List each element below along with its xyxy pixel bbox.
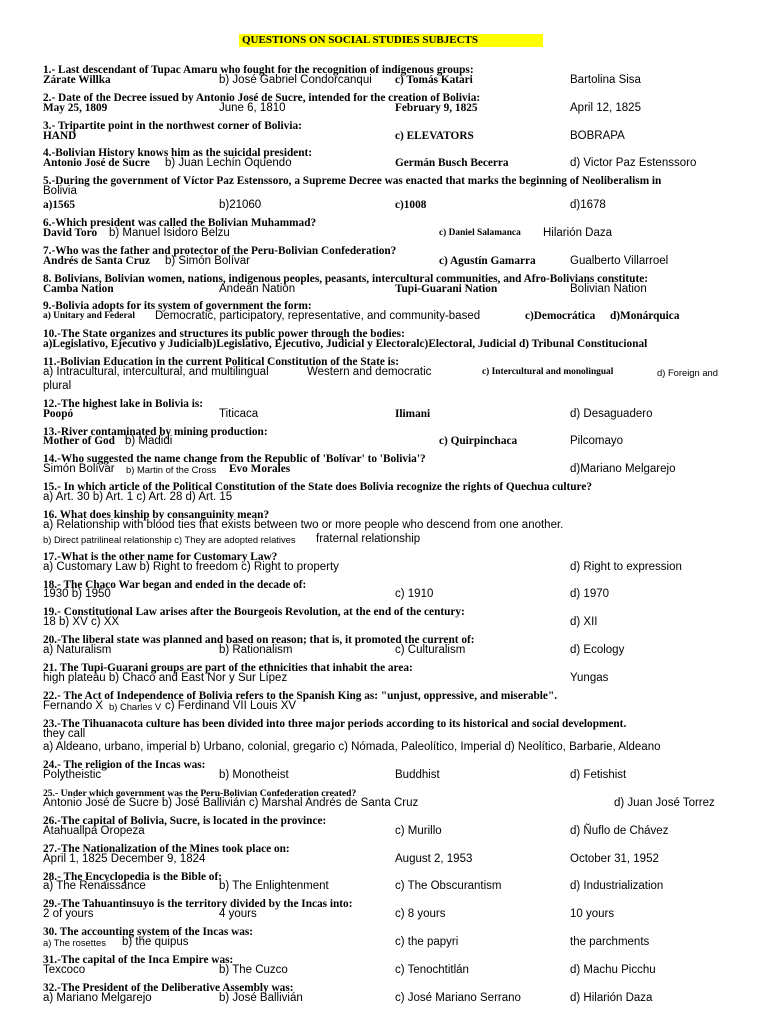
question-label: 9.-Bolivia adopts for its system of government the form: — [43, 300, 312, 313]
answer-option: c) Ferdinand VII Louis XV — [165, 699, 297, 712]
answer-options — [43, 283, 768, 297]
answer-option: Pilcomayo — [570, 435, 624, 448]
answer-option: b) Martin of the Cross — [126, 464, 217, 476]
question-text — [43, 755, 768, 772]
answer-option: a)1565 — [43, 199, 76, 212]
answer-options — [43, 185, 768, 199]
answer-option: Bolivia — [43, 185, 77, 198]
answer-option: c) the papyri — [395, 936, 459, 949]
question-label: 11.-Bolivian Education in the current Political Constitution of the State is: — [43, 356, 399, 369]
question-label: 5.-During the government of Víctor Paz Estenssoro, a Supreme Decree was enacted that marks the beginning of Neoliberalism in — [43, 175, 662, 188]
answer-option: they call — [43, 727, 86, 740]
answer-option: a) Art. 30 b) Art. 1 c) Art. 28 d) Art. 15 — [43, 491, 233, 504]
answer-option: c)1008 — [395, 199, 427, 212]
answer-options — [43, 880, 768, 894]
answer-option: d) XII — [570, 616, 598, 629]
question-text — [43, 950, 768, 964]
question-label: 23.-The Tihuanacota culture has been divided into three major periods according to its historical and social development. — [43, 717, 627, 730]
answer-options — [43, 936, 768, 950]
answer-option: d) Desaguadero — [570, 407, 653, 420]
answer-option: c)Democrática — [525, 310, 596, 323]
answer-option: c) José Mariano Serrano — [395, 991, 521, 1004]
answer-option: Camba Nation — [43, 282, 114, 295]
answer-options — [43, 700, 768, 714]
answer-option: c) ELEVATORS — [395, 129, 474, 142]
answer-option: d) Industrialization — [570, 880, 664, 893]
question-label: 30. The accounting system of the Incas was: — [43, 926, 254, 939]
answer-option: a) Relationship with blood ties that exists between two or more people who descend from one another. — [43, 518, 564, 531]
answer-option: b) Manuel Isidoro Belzu — [109, 226, 230, 239]
answer-options — [43, 853, 768, 867]
question-text — [43, 477, 768, 494]
question-text — [43, 394, 768, 408]
answer-options — [43, 102, 768, 116]
answer-option: May 25, 1809 — [43, 101, 108, 114]
answer-options — [43, 644, 768, 658]
answer-option: d) 1970 — [570, 588, 610, 601]
answer-option: Simón Bolívar — [43, 463, 115, 476]
answer-option: b) Direct patrilineal relationship c) They are adopted relatives — [43, 533, 296, 545]
answer-options — [43, 588, 768, 602]
answer-option: October 31, 1952 — [570, 852, 659, 865]
answer-option: Polytheistic — [43, 769, 102, 782]
question-label: 10.-The State organizes and structures its public power through the bodies: — [43, 328, 405, 341]
question-text — [43, 783, 768, 800]
question-label: 25.- Under which government was the Peru-Bolivian Confederation created? — [43, 788, 357, 800]
question-text — [43, 352, 768, 369]
question-label: 3.- Tripartite point in the northwest corner of Bolivia: — [43, 119, 302, 132]
question-label: 7.-Who was the father and protector of the Peru-Bolivian Confederation? — [43, 244, 397, 257]
question-text — [43, 602, 768, 619]
answer-option: Andrés de Santa Cruz — [43, 254, 151, 267]
answer-option: d) Juan José Torrez — [614, 797, 715, 810]
answer-option: Tupi-Guarani Nation — [395, 282, 498, 295]
answer-options — [43, 797, 768, 811]
question-label: 24.- The religion of the Incas was: — [43, 759, 206, 772]
answer-option: February 9, 1825 — [395, 101, 478, 114]
answer-option: a) Naturalism — [43, 644, 112, 657]
question-label: 4.-Bolivian History knows him as the suicidal president: — [43, 147, 313, 160]
question-text — [43, 630, 768, 647]
answer-option: b)21060 — [219, 199, 262, 212]
question-label: 29.-The Tahuantinsuyo is the territory divided by the Incas into: — [43, 898, 353, 911]
answer-option: c) Tenochtitlán — [395, 963, 469, 976]
answer-option: Western and democratic — [307, 365, 432, 378]
answer-option: Antonio José de Sucre — [43, 157, 150, 170]
question-text — [43, 658, 768, 672]
answer-options — [43, 199, 768, 213]
answer-option: 1930 b) 1950 — [43, 588, 111, 601]
question-label: 12.-The highest lake in Bolivia is: — [43, 397, 204, 410]
question-label: 2.- Date of the Decree issued by Antonio José de Sucre, intended for the creation of Bolivia: — [43, 91, 481, 104]
question-text — [43, 686, 768, 700]
answer-option: a)Legislativo, Ejecutivo y Judicialb)Legislativo, Ejecutivo, Judicial y Electoralc)Electoral, Judicial d) Tribunal Constitucional — [43, 338, 648, 351]
question-text — [43, 922, 768, 939]
answer-options — [43, 157, 768, 171]
answer-option: b) Simón Bolívar — [165, 254, 251, 267]
answer-option: c) Intercultural and monolingual — [482, 366, 614, 377]
question-label: 19.- Constitutional Law arises after the Bourgeois Revolution, at the end of the century: — [43, 606, 465, 619]
question-text — [43, 547, 768, 561]
answer-options — [43, 74, 768, 88]
answer-option: d) Fetishist — [570, 769, 627, 782]
question-text — [43, 839, 768, 853]
question-label: 31.-The capital of the Inca Empire was: — [43, 954, 234, 966]
answer-option: b) Charles V — [109, 700, 162, 712]
question-text — [43, 894, 768, 911]
answer-option: Gualberto Villarroel — [570, 254, 669, 267]
answer-option: c) 8 yours — [395, 908, 446, 921]
answer-option: Fernando X — [43, 699, 104, 712]
answer-option: Evo Morales — [229, 463, 291, 476]
answer-option: c) Murillo — [395, 824, 442, 837]
answer-option: a) Customary Law b) Right to freedom c) Right to property — [43, 560, 339, 573]
answer-options — [43, 227, 768, 241]
answer-option: 18 b) XV c) XX — [43, 616, 120, 629]
answer-option: David Toro — [43, 226, 98, 239]
answer-option: b) the quipus — [122, 936, 189, 949]
answer-options — [43, 338, 768, 352]
question-text — [43, 505, 768, 519]
answer-option: fraternal relationship — [316, 532, 421, 545]
answer-option: a) Mariano Melgarejo — [43, 991, 152, 1004]
title-bar — [0, 34, 768, 48]
question-text — [43, 88, 768, 102]
question-label: 27.-The Nationalization of the Mines took place on: — [43, 842, 290, 855]
answer-option: a) Intracultural, intercultural, and multilingual — [43, 365, 269, 378]
question-list — [43, 60, 768, 1006]
answer-option: June 6, 1810 — [219, 101, 286, 114]
answer-option: d)Mariano Melgarejo — [570, 463, 676, 476]
question-text — [43, 811, 768, 825]
question-text — [43, 296, 768, 313]
answer-option: c) Quirpinchaca — [439, 435, 518, 448]
answer-options — [43, 964, 768, 978]
answer-option: c) Daniel Salamanca — [439, 227, 521, 238]
question-label: 8. Bolivians, Bolivian women, nations, indigenous peoples, peasants, intercultural communities, and Afro-Bolivians constitute: — [43, 272, 648, 285]
question-label: 15.- In which article of the Political Constitution of the State does Bolivia recognize the rights of Quechua culture? — [43, 481, 593, 494]
answer-option: b) The Cuzco — [219, 963, 288, 976]
answer-option: 10 yours — [570, 908, 615, 921]
answer-options — [43, 672, 768, 686]
question-label: 13.-River contaminated by mining production: — [43, 425, 268, 438]
answer-option: high plateau b) Chaco and East Nor y Sur Lípez — [43, 671, 288, 684]
answer-option: c) Culturalism — [395, 644, 466, 657]
answer-option: 4 yours — [219, 908, 257, 921]
answer-option: Germán Busch Becerra — [395, 157, 509, 170]
answer-option: April 12, 1825 — [570, 101, 641, 114]
answer-options — [43, 992, 768, 1006]
question-text — [43, 116, 768, 130]
question-text — [43, 269, 768, 283]
answer-option: August 2, 1953 — [395, 852, 473, 865]
question-label: 18.- The Chaco War began and ended in the decade of: — [43, 578, 307, 591]
answer-option: b) Rationalism — [219, 644, 293, 657]
answer-options — [43, 769, 768, 783]
answer-option: Texcoco — [43, 963, 86, 976]
answer-option: Buddhist — [395, 769, 440, 782]
answer-option: a) Aldeano, urbano, imperial b) Urbano, colonial, gregario c) Nómada, Paleolítico, Imperial d) Neolítico, Barbarie, Aldeano — [43, 741, 661, 754]
answer-option: April 1, 1825 December 9, 1824 — [43, 852, 206, 865]
answer-option: Democratic, participatory, representative, and community-based — [155, 310, 481, 323]
answer-option: Atahuallpa Oropeza — [43, 824, 145, 837]
question-label: 21. The Tupi-Guarani groups are part of the ethnicities that inhabit the area: — [43, 661, 413, 674]
answer-option: b) José Gabriel Condorcanqui — [219, 73, 372, 86]
answer-option: BOBRAPA — [570, 129, 625, 142]
question-text — [43, 978, 768, 992]
question-label: 28.- The Encyclopedia is the Bible of: — [43, 870, 222, 883]
answer-options — [43, 561, 768, 575]
answer-option: d) Ecology — [570, 644, 625, 657]
question-label: 6.-Which president was called the Bolivian Muhammad? — [43, 216, 317, 229]
answer-option: c) Agustín Gamarra — [439, 254, 536, 267]
question-label: 20.-The liberal state was planned and based on reason; that is, it promoted the current of: — [43, 634, 475, 647]
page-title: QUESTIONS ON SOCIAL STUDIES SUBJECTS — [239, 34, 543, 47]
question-label: 32.-The President of the Deliberative Assembly was: — [43, 981, 294, 994]
answer-option: d) Ñuflo de Chávez — [570, 824, 669, 837]
question-text — [43, 449, 768, 466]
answer-option: b) José Ballivián — [219, 991, 303, 1004]
answer-option: b) The Enlightenment — [219, 880, 329, 893]
answer-options — [43, 741, 768, 755]
answer-option: a) The Renaissance — [43, 880, 146, 893]
question-label: 22.- The Act of Independence of Bolivia refers to the Spanish King as: "unjust, oppressive, and miserable". — [43, 689, 558, 702]
answer-options — [43, 463, 768, 477]
answer-option: d) Foreign and — [657, 366, 718, 378]
question-text — [43, 575, 768, 589]
answer-option: Ilimani — [395, 407, 431, 420]
answer-option: Titicaca — [219, 407, 259, 420]
answer-options — [43, 408, 768, 422]
answer-options — [43, 616, 768, 630]
answer-option: d) Right to expression — [570, 560, 682, 573]
answer-option: Zárate Willka — [43, 73, 111, 86]
question-text — [43, 714, 768, 728]
answer-option: Antonio José de Sucre b) José Ballivián c) Marshal Andrés de Santa Cruz — [43, 797, 419, 810]
answer-options — [43, 825, 768, 839]
answer-option: c) 1910 — [395, 588, 434, 601]
question-label: 1.- Last descendant of Tupac Amaru who fought for the recognition of indigenous groups: — [43, 64, 474, 76]
answer-options — [43, 130, 768, 144]
answer-option: a) Unitary and Federal — [43, 311, 135, 322]
answer-option: HAND — [43, 129, 77, 142]
answer-option: d) Machu Picchu — [570, 963, 656, 976]
answer-options — [43, 366, 768, 380]
answer-options — [43, 908, 768, 922]
answer-option: d)Monárquica — [610, 310, 680, 323]
answer-options — [43, 533, 768, 547]
answer-option: d) Victor Paz Estenssoro — [570, 157, 697, 170]
answer-option: b) Madidi — [125, 435, 173, 448]
answer-option: d)1678 — [570, 199, 606, 212]
answer-options — [43, 435, 768, 449]
question-label: 16. What does kinship by consanguinity mean? — [43, 509, 270, 521]
answer-option: b) Monotheist — [219, 769, 289, 782]
answer-option: Mother of God — [43, 435, 115, 448]
answer-options — [43, 519, 768, 533]
answer-options — [43, 310, 768, 324]
answer-options — [43, 380, 768, 394]
answer-option: c) The Obscurantism — [395, 880, 502, 893]
answer-option: Bartolina Sisa — [570, 73, 641, 86]
answer-option: b) Juan Lechín Oquendo — [165, 157, 292, 170]
answer-option: Hilarión Daza — [543, 226, 613, 239]
answer-option: plural — [43, 379, 72, 392]
question-text — [43, 60, 768, 74]
answer-option: Poopó — [43, 407, 74, 420]
answer-option: 2 of yours — [43, 908, 94, 921]
question-text — [43, 171, 768, 188]
answer-options — [43, 255, 768, 269]
answer-option: Bolivian Nation — [570, 282, 647, 295]
question-label: 26.-The capital of Bolivia, Sucre, is located in the province: — [43, 814, 327, 827]
question-text — [43, 867, 768, 881]
question-text — [43, 422, 768, 436]
question-text — [43, 143, 768, 160]
answer-option: Andean Nation — [219, 282, 296, 295]
answer-option: the parchments — [570, 936, 650, 949]
question-text — [43, 241, 768, 255]
question-label: 14.-Who suggested the name change from the Republic of 'Bolívar' to 'Bolivia'? — [43, 453, 426, 466]
answer-options — [43, 728, 768, 742]
answer-options — [43, 491, 768, 505]
answer-option: Yungas — [570, 671, 609, 684]
answer-option: a) The rosettes — [43, 937, 106, 949]
answer-option: d) Hilarión Daza — [570, 991, 653, 1004]
question-label: 17.-What is the other name for Customary Law? — [43, 550, 278, 563]
question-text — [43, 213, 768, 227]
question-text — [43, 324, 768, 341]
answer-option: c) Tomás Katari — [395, 73, 473, 86]
